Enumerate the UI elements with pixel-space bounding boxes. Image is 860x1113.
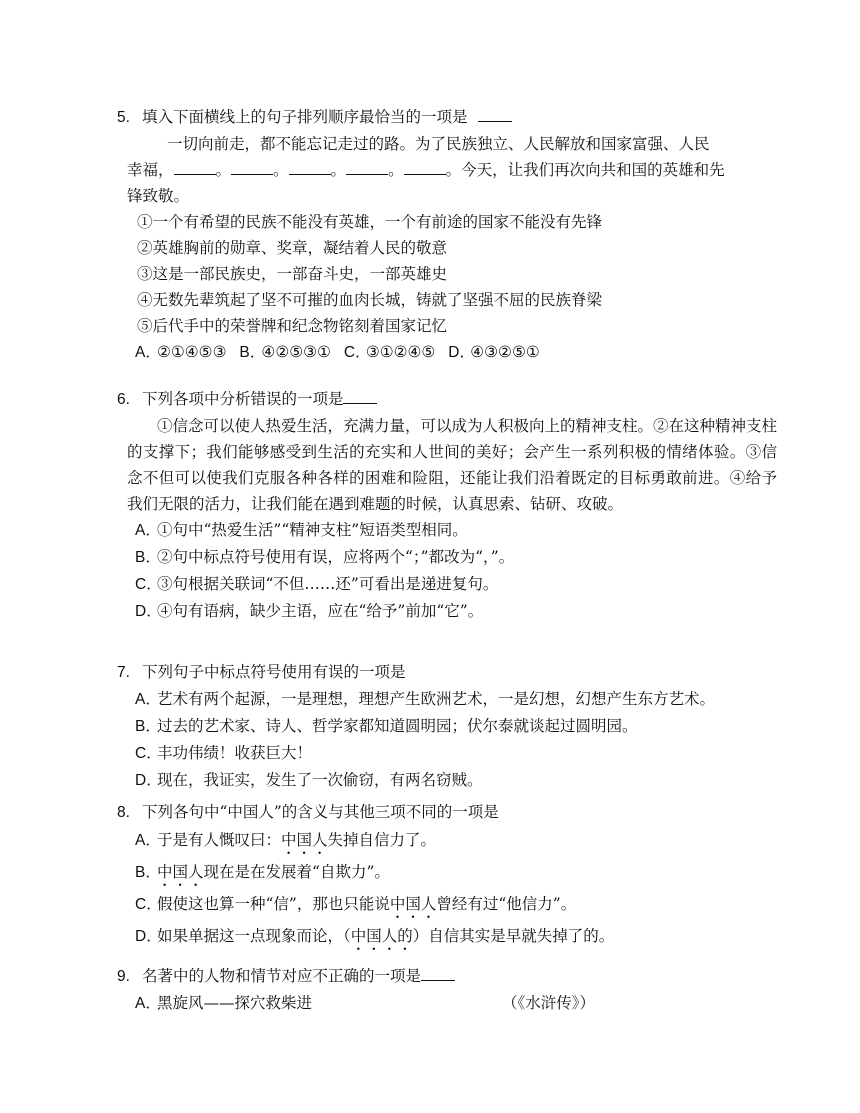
option-letter: A． — [135, 832, 161, 849]
punct: 。 — [330, 161, 347, 179]
option-text: ）自信其实是早就失掉了的。 — [412, 927, 615, 945]
choice-letter: D． — [448, 344, 475, 361]
question-number: 9. — [117, 968, 130, 985]
option-row — [117, 598, 777, 625]
question-stem: 填入下面横线上的句子排列顺序最恰当的一项是 — [141, 108, 468, 126]
option-text: ③句根据关联词“不但……还”可看出是递进复句。 — [157, 575, 499, 593]
option-text: 丰功伟绩！收获巨大！ — [157, 744, 313, 762]
fill-blank-2 — [231, 158, 273, 175]
question-5-stem-row — [117, 104, 777, 131]
choice-row — [117, 339, 777, 366]
sentence-item: ②英雄胸前的勋章、奖章，凝结着人民的敬意 — [137, 239, 448, 257]
fill-blank-1 — [174, 158, 216, 175]
choice-letter: C． — [343, 344, 371, 361]
option-row — [117, 858, 777, 890]
question-6 — [117, 386, 777, 625]
option-row — [117, 517, 777, 544]
passage-line: 锋致敬。 — [127, 187, 190, 205]
passage-text: ①信念可以使人热爱生活，充满力量，可以成为人积极向上的精神支柱。②在这种精神支柱的支撑下；我们能够感受到生活的充实和人世间的美好；会产生一系列积极的情绪体验。③信念不但可以使我们克服各种各样的困难和险阻，还能让我们沿着既定的目标勇敢前进。④给予我们无限的活力，让我们能在遇到难题的时候，认真思索、钻研、攻破。 — [127, 417, 778, 513]
question-number: 6. — [117, 391, 130, 408]
sentence-item: ①一个有希望的民族不能没有英雄，一个有前途的国家不能没有先锋 — [137, 213, 603, 231]
question-8-stem-row — [117, 799, 777, 826]
question-stem: 下列各项中分析错误的一项是 — [141, 390, 344, 408]
question-7 — [117, 659, 777, 794]
option-text: 过去的艺术家、诗人、哲学家都知道圆明园；伏尔泰就谈起过圆明园。 — [157, 717, 638, 735]
option-letter: C． — [135, 576, 162, 593]
emphasized-term: 中国人 — [389, 895, 437, 913]
emphasized-term: 中国人的 — [350, 927, 413, 945]
passage-line — [117, 157, 777, 183]
option-row — [117, 544, 777, 571]
option-text: ②句中标点符号使用有误，应将两个“；”都改为“，”。 — [157, 548, 515, 566]
passage-text: 。今天，让我们再次向共和国的英雄和先 — [445, 161, 725, 179]
choice-text: ④③②⑤① — [470, 343, 540, 361]
option-letter: B． — [135, 864, 161, 881]
question-stem: 下列各句中“中国人”的含义与其他三项不同的一项是 — [141, 803, 499, 821]
option-text: 失掉自信力了。 — [327, 831, 437, 849]
passage-paragraph — [117, 413, 777, 517]
option-row — [117, 686, 777, 713]
option-letter: D． — [135, 928, 162, 945]
punct: 。 — [273, 161, 289, 179]
option-text: ④句有语病，缺少主语，应在“给予”前加“它”。 — [157, 602, 484, 620]
sentence-item: ④无数先辈筑起了坚不可摧的血肉长城，铸就了坚强不屈的民族脊梁 — [137, 291, 603, 309]
option-row — [117, 990, 777, 1017]
passage-text: 幸福， — [127, 161, 174, 179]
answer-blank — [421, 964, 455, 981]
work-source: （《水浒传》） — [502, 994, 596, 1012]
choice-text: ④②⑤③① — [261, 343, 331, 361]
option-row — [117, 767, 777, 794]
option-text: 黑旋风——探穴救柴进 — [157, 994, 313, 1012]
option-text: 现在，我证实，发生了一次偷窃，有两名窃贼。 — [157, 771, 483, 789]
option-text: 如果单据这一点现象而论，（ — [157, 927, 351, 945]
choice-text: ②①④⑤③ — [157, 343, 227, 361]
option-text: 假使这也算一种“信”，那也只能说 — [157, 895, 390, 913]
option-text: 于是有人慨叹曰： — [157, 831, 282, 849]
fill-blank-4 — [346, 158, 388, 175]
option-row — [117, 826, 777, 858]
emphasized-term: 中国人 — [157, 863, 204, 881]
option-letter: B． — [135, 549, 161, 566]
option-text: 曾经有过“他信力”。 — [436, 895, 577, 913]
option-row — [117, 922, 777, 954]
question-8 — [117, 799, 777, 954]
question-number: 8. — [117, 804, 130, 821]
answer-blank — [343, 387, 377, 404]
question-7-stem-row — [117, 659, 777, 686]
sentence-item: ⑤后代手中的荣誉牌和纪念物铭刻着国家记忆 — [137, 317, 448, 335]
question-5 — [117, 104, 777, 366]
option-text: ①句中“热爱生活”“精神支柱”短语类型相同。 — [157, 521, 468, 539]
punct: 。 — [388, 161, 404, 179]
question-stem: 名著中的人物和情节对应不正确的一项是 — [141, 967, 421, 985]
choice-text: ③①②④⑤ — [365, 343, 436, 361]
question-6-stem-row — [117, 386, 777, 413]
choice-letter: A． — [135, 344, 161, 361]
answer-blank — [478, 105, 512, 122]
emphasized-term: 中国人 — [281, 831, 328, 849]
fill-blank-3 — [289, 158, 331, 175]
option-letter: D． — [135, 603, 162, 620]
option-row — [117, 890, 777, 922]
option-letter: A． — [135, 691, 161, 708]
option-row — [117, 713, 777, 740]
option-letter: C． — [135, 745, 162, 762]
option-text: 现在是在发展着“自欺力”。 — [203, 863, 390, 881]
question-number: 5. — [117, 109, 130, 126]
option-row — [117, 740, 777, 767]
option-text: 艺术有两个起源，一是理想，理想产生欧洲艺术，一是幻想，幻想产生东方艺术。 — [157, 690, 716, 708]
punct: 。 — [215, 161, 232, 179]
choice-letter: B． — [239, 344, 266, 361]
option-letter: B． — [135, 718, 161, 735]
question-9-stem-row — [117, 963, 777, 990]
option-letter: A． — [135, 522, 161, 539]
option-row — [117, 571, 777, 598]
option-letter: C． — [135, 896, 162, 913]
option-letter: D． — [135, 772, 162, 789]
question-stem: 下列句子中标点符号使用有误的一项是 — [141, 663, 406, 681]
fill-blank-5 — [404, 158, 446, 175]
question-number: 7. — [117, 664, 130, 681]
sentence-item: ③这是一部民族史，一部奋斗史，一部英雄史 — [137, 265, 448, 283]
option-letter: A． — [135, 995, 161, 1012]
question-9 — [117, 963, 777, 1017]
passage-line: 一切向前走，都不能忘记走过的路。为了民族独立、人民解放和国家富强、人民 — [167, 135, 710, 153]
